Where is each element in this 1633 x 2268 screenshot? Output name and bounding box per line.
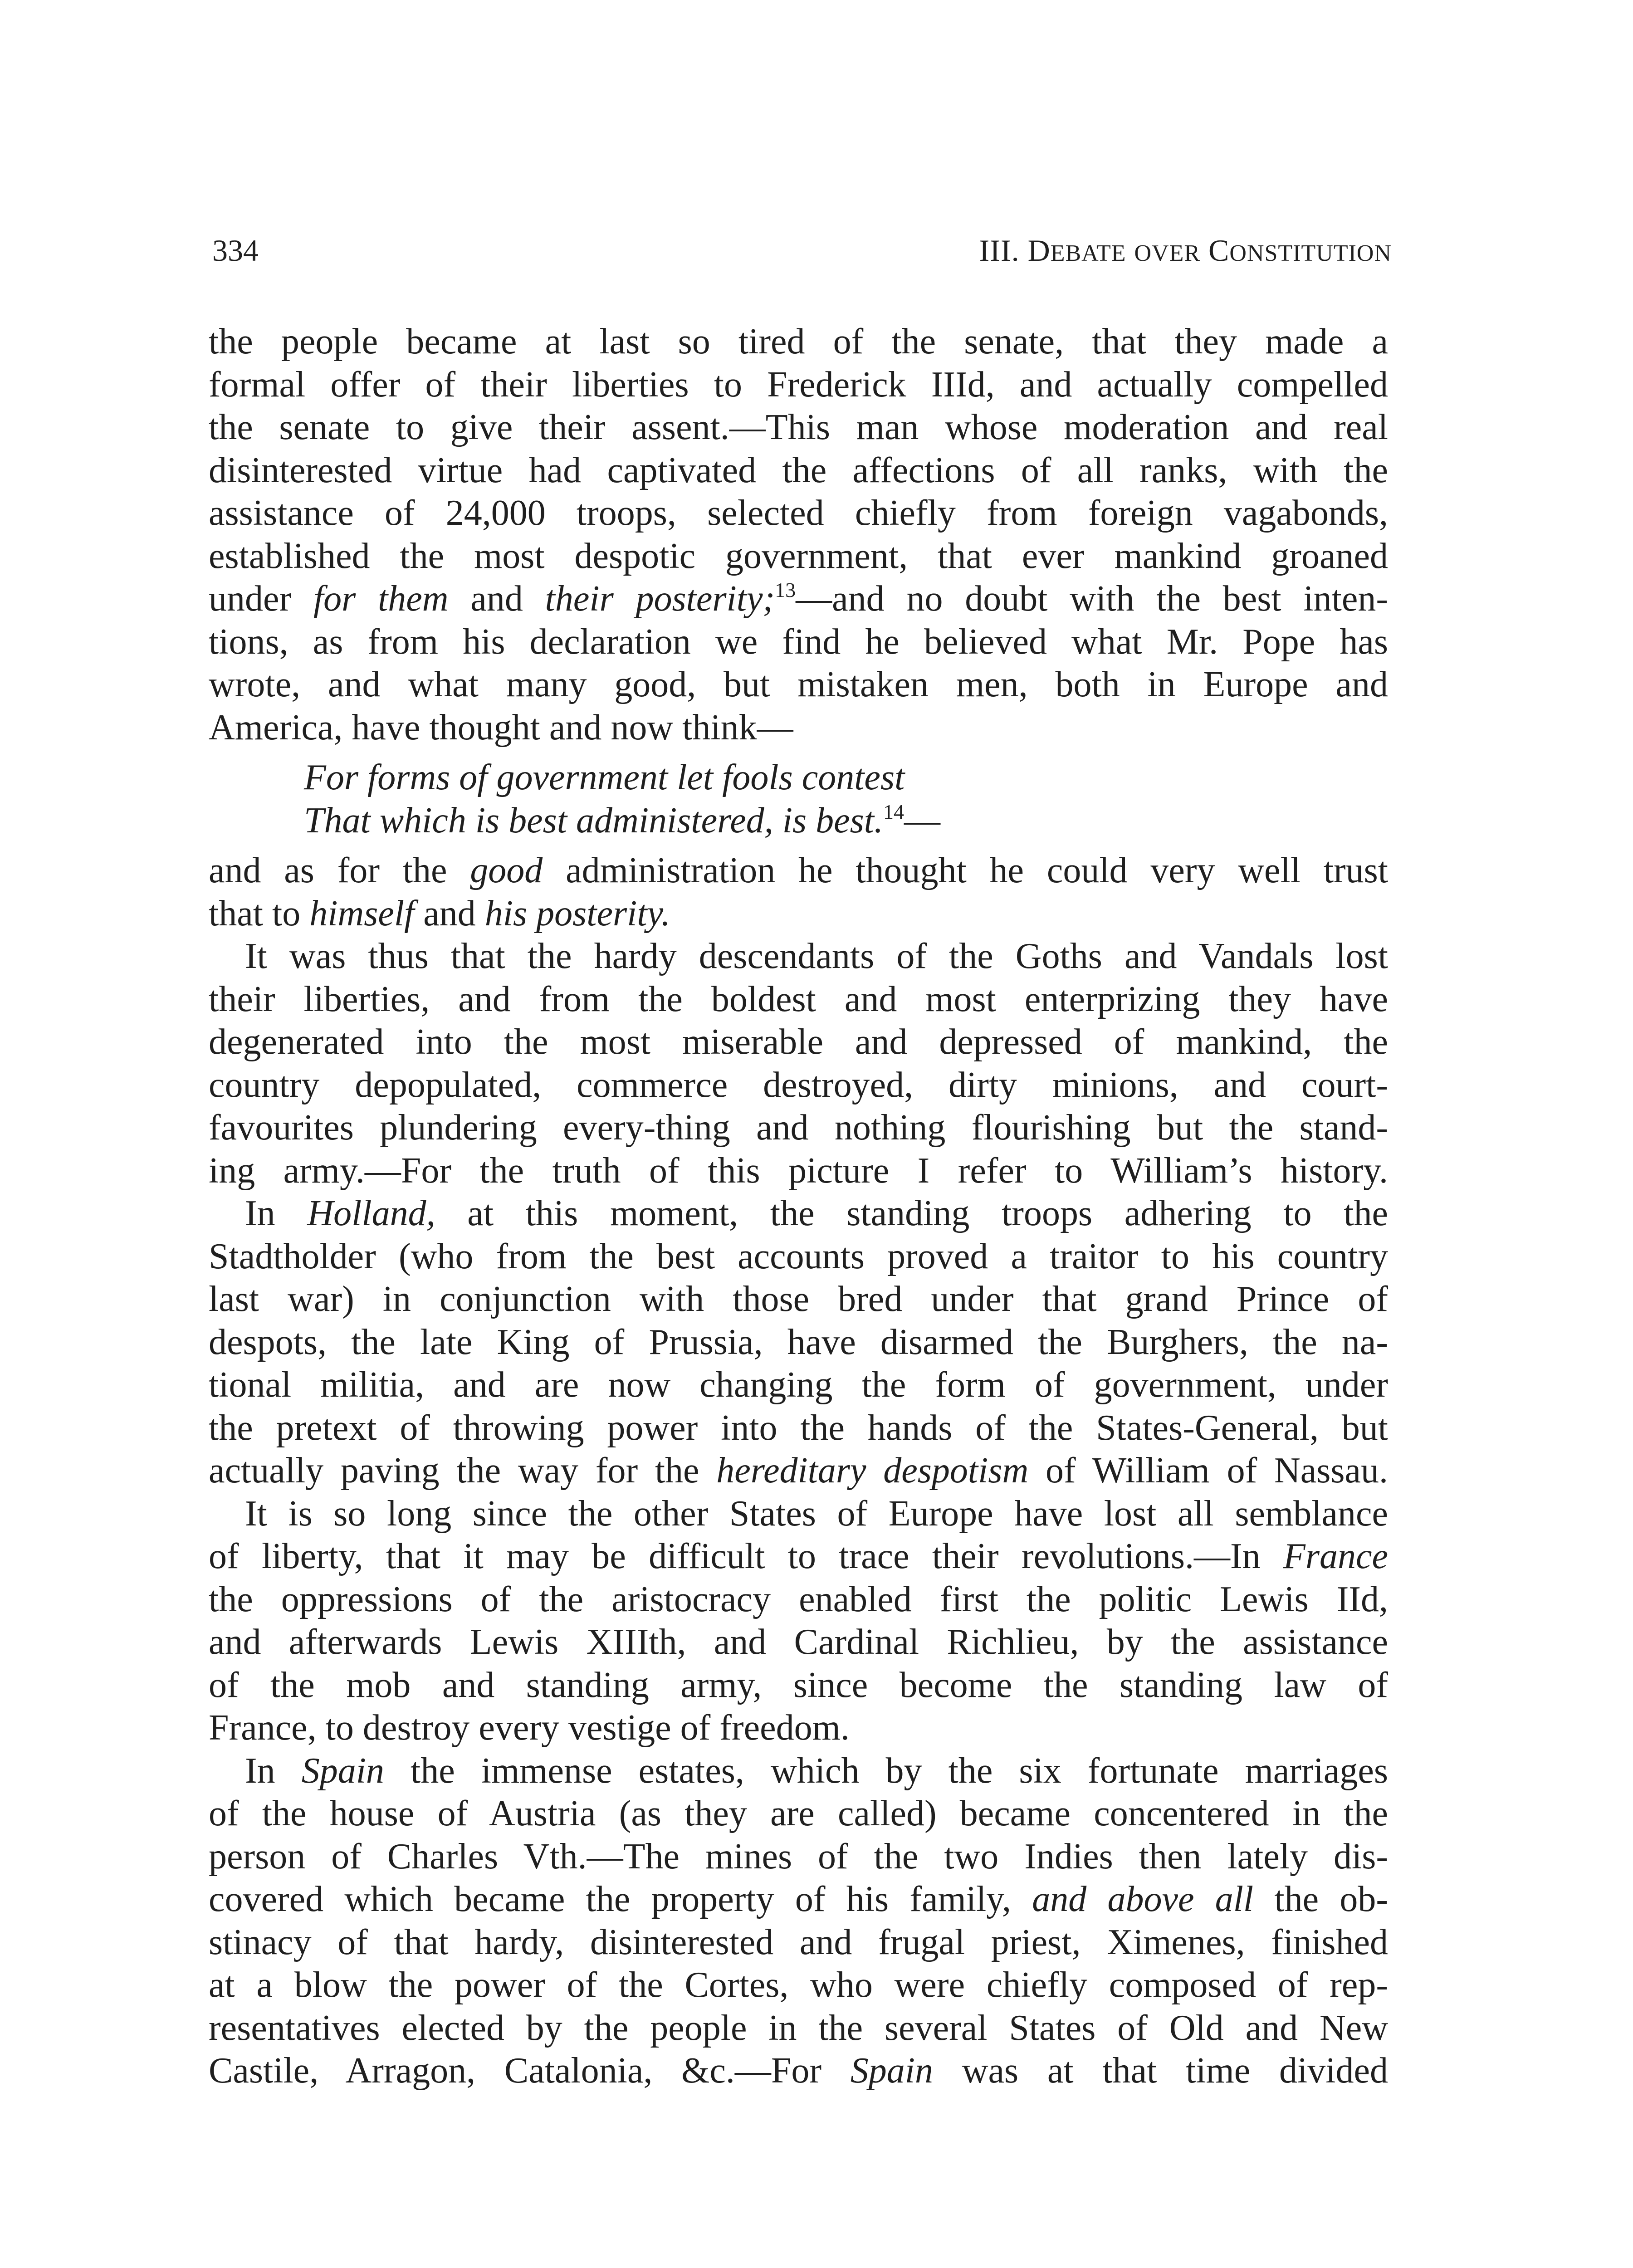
- page-number: 334: [212, 233, 259, 268]
- text-line: [209, 892, 1388, 935]
- text-line: established the most despotic government, that ever mankind groaned: [209, 536, 1388, 576]
- text-line: [209, 577, 1388, 621]
- text-line: at a blow the power of the Cortes, who were chiefly composed of rep-: [209, 1965, 1388, 2005]
- italic-run: himself: [309, 893, 415, 934]
- paragraph-first-line: [209, 1750, 1388, 1793]
- italic-run: Spain: [850, 2051, 933, 2091]
- italic-run: his posterity.: [484, 893, 670, 934]
- italic-run: hereditary despotism: [716, 1451, 1029, 1491]
- text-run: of William of Nassau.: [1028, 1451, 1388, 1491]
- text-run: that to: [209, 893, 310, 934]
- text-run: —and no doubt with the best inten-: [796, 579, 1388, 619]
- italic-run: Holland,: [307, 1193, 435, 1233]
- chapter-word-2: OVER: [1134, 240, 1201, 266]
- verse-line: For forms of government let fools contest: [304, 758, 905, 797]
- text-line: [209, 2049, 1388, 2092]
- verse-quote: [209, 756, 1388, 842]
- text-line: stinacy of that hardy, disinterested and frugal priest, Ximenes, finished: [209, 1922, 1388, 1962]
- text-line: resentatives elected by the people in the several States of Old and New: [209, 2008, 1388, 2048]
- chapter-word-3-initial: C: [1208, 233, 1230, 268]
- text-line: France, to destroy every vestige of freedom.: [209, 1708, 850, 1748]
- text-run: of liberty, that it may be difficult to trace their revolutions.—In: [209, 1536, 1283, 1576]
- text-line: disinterested virtue had captivated the affections of all ranks, with the: [209, 450, 1388, 490]
- text-run: the ob-: [1253, 1879, 1389, 1919]
- text-line: the oppressions of the aristocracy enabled first the politic Lewis IId,: [209, 1579, 1388, 1619]
- text-run: covered which became the property of his family,: [209, 1879, 1032, 1919]
- text-line: [209, 1878, 1388, 1921]
- text-run: at this moment, the standing troops adhering to the: [435, 1193, 1389, 1233]
- text-line: despots, the late King of Prussia, have disarmed the Burghers, the na-: [209, 1322, 1388, 1362]
- text-line: [209, 1535, 1388, 1578]
- text-run: and as for the: [209, 850, 470, 890]
- italic-run: their posterity;: [545, 579, 775, 619]
- text-line: person of Charles Vth.—The mines of the two Indies then lately dis-: [209, 1836, 1388, 1877]
- text-run: was at that time divided: [933, 2051, 1388, 2091]
- text-run: and: [414, 893, 485, 934]
- italic-run: for them: [313, 579, 449, 619]
- text-line: formal offer of their liberties to Frederick IIId, and actually compelled: [209, 364, 1388, 405]
- text-run: Castile, Arragon, Catalonia, &c.—For: [209, 2051, 851, 2091]
- body-text: [209, 320, 1388, 2092]
- chapter-title: [979, 232, 1392, 272]
- footnote-ref-13[interactable]: 13: [775, 578, 796, 601]
- paragraph-first-line: It was thus that the hardy descendants of the Goths and Vandals lost: [245, 936, 1388, 976]
- verse-text: That which is best administered, is best.: [304, 800, 884, 841]
- chapter-word-3: [1208, 233, 1392, 268]
- text-line: country depopulated, commerce destroyed, dirty minions, and court-: [209, 1065, 1388, 1105]
- text-run: actually paving the way for the: [209, 1451, 717, 1491]
- footnote-ref-14[interactable]: 14: [883, 800, 905, 823]
- text-line: America, have thought and now think—: [209, 707, 793, 748]
- italic-run: good: [470, 850, 543, 890]
- chapter-word-1-initial: D: [1027, 233, 1051, 268]
- text-line: wrote, and what many good, but mistaken men, both in Europe and: [209, 665, 1388, 704]
- text-line: Stadtholder (who from the best accounts proved a traitor to his country: [209, 1236, 1388, 1276]
- text-line: their liberties, and from the boldest and most enterprizing they have: [209, 979, 1388, 1019]
- text-line: last war) in conjunction with those bred under that grand Prince of: [209, 1279, 1388, 1319]
- text-line: of the house of Austria (as they are called) became concentered in the: [209, 1794, 1388, 1833]
- text-line: the senate to give their assent.—This man whose moderation and real: [209, 407, 1388, 447]
- chapter-word-3-rest: ONSTITUTION: [1229, 240, 1392, 266]
- text-line: [209, 849, 1388, 892]
- text-run: In: [245, 1750, 302, 1791]
- italic-run: and above all: [1032, 1879, 1254, 1919]
- chapter-word-1-rest: EBATE: [1050, 240, 1126, 266]
- text-line: the people became at last so tired of the senate, that they made a: [209, 322, 1388, 362]
- text-run: In: [245, 1193, 308, 1233]
- paragraph-first-line: [209, 1192, 1388, 1235]
- verse-line: [209, 799, 1388, 842]
- chapter-roman: III.: [979, 233, 1028, 268]
- italic-run: Spain: [301, 1750, 384, 1791]
- text-line: the pretext of throwing power into the hands of the States-General, but: [209, 1408, 1388, 1448]
- text-line: of the mob and standing army, since become the standing law of: [209, 1665, 1388, 1705]
- text-line: favourites plundering every-thing and nothing flourishing but the stand-: [209, 1108, 1388, 1148]
- paragraph-first-line: It is so long since the other States of Europe have lost all semblance: [245, 1493, 1388, 1534]
- verse-dash: —: [904, 800, 941, 841]
- text-line: degenerated into the most miserable and depressed of mankind, the: [209, 1022, 1388, 1062]
- chapter-word-1: [1028, 233, 1126, 268]
- text-line: ing army.—For the truth of this picture I refer to William’s history.: [209, 1150, 1388, 1191]
- text-run: administration he thought he could very well trust: [543, 850, 1388, 890]
- text-line: tions, as from his declaration we find he believed what Mr. Pope has: [209, 621, 1388, 662]
- text-line: and afterwards Lewis XIIIth, and Cardinal Richlieu, by the assistance: [209, 1622, 1388, 1662]
- text-run: the immense estates, which by the six fortunate marriages: [384, 1750, 1389, 1791]
- text-run: under: [209, 579, 313, 619]
- text-run: and: [448, 579, 545, 619]
- italic-run: France: [1283, 1536, 1388, 1576]
- text-line: tional militia, and are now changing the form of government, under: [209, 1365, 1388, 1405]
- text-line: assistance of 24,000 troops, selected chiefly from foreign vagabonds,: [209, 493, 1388, 533]
- running-head: [212, 232, 1392, 272]
- text-line: [209, 1449, 1388, 1492]
